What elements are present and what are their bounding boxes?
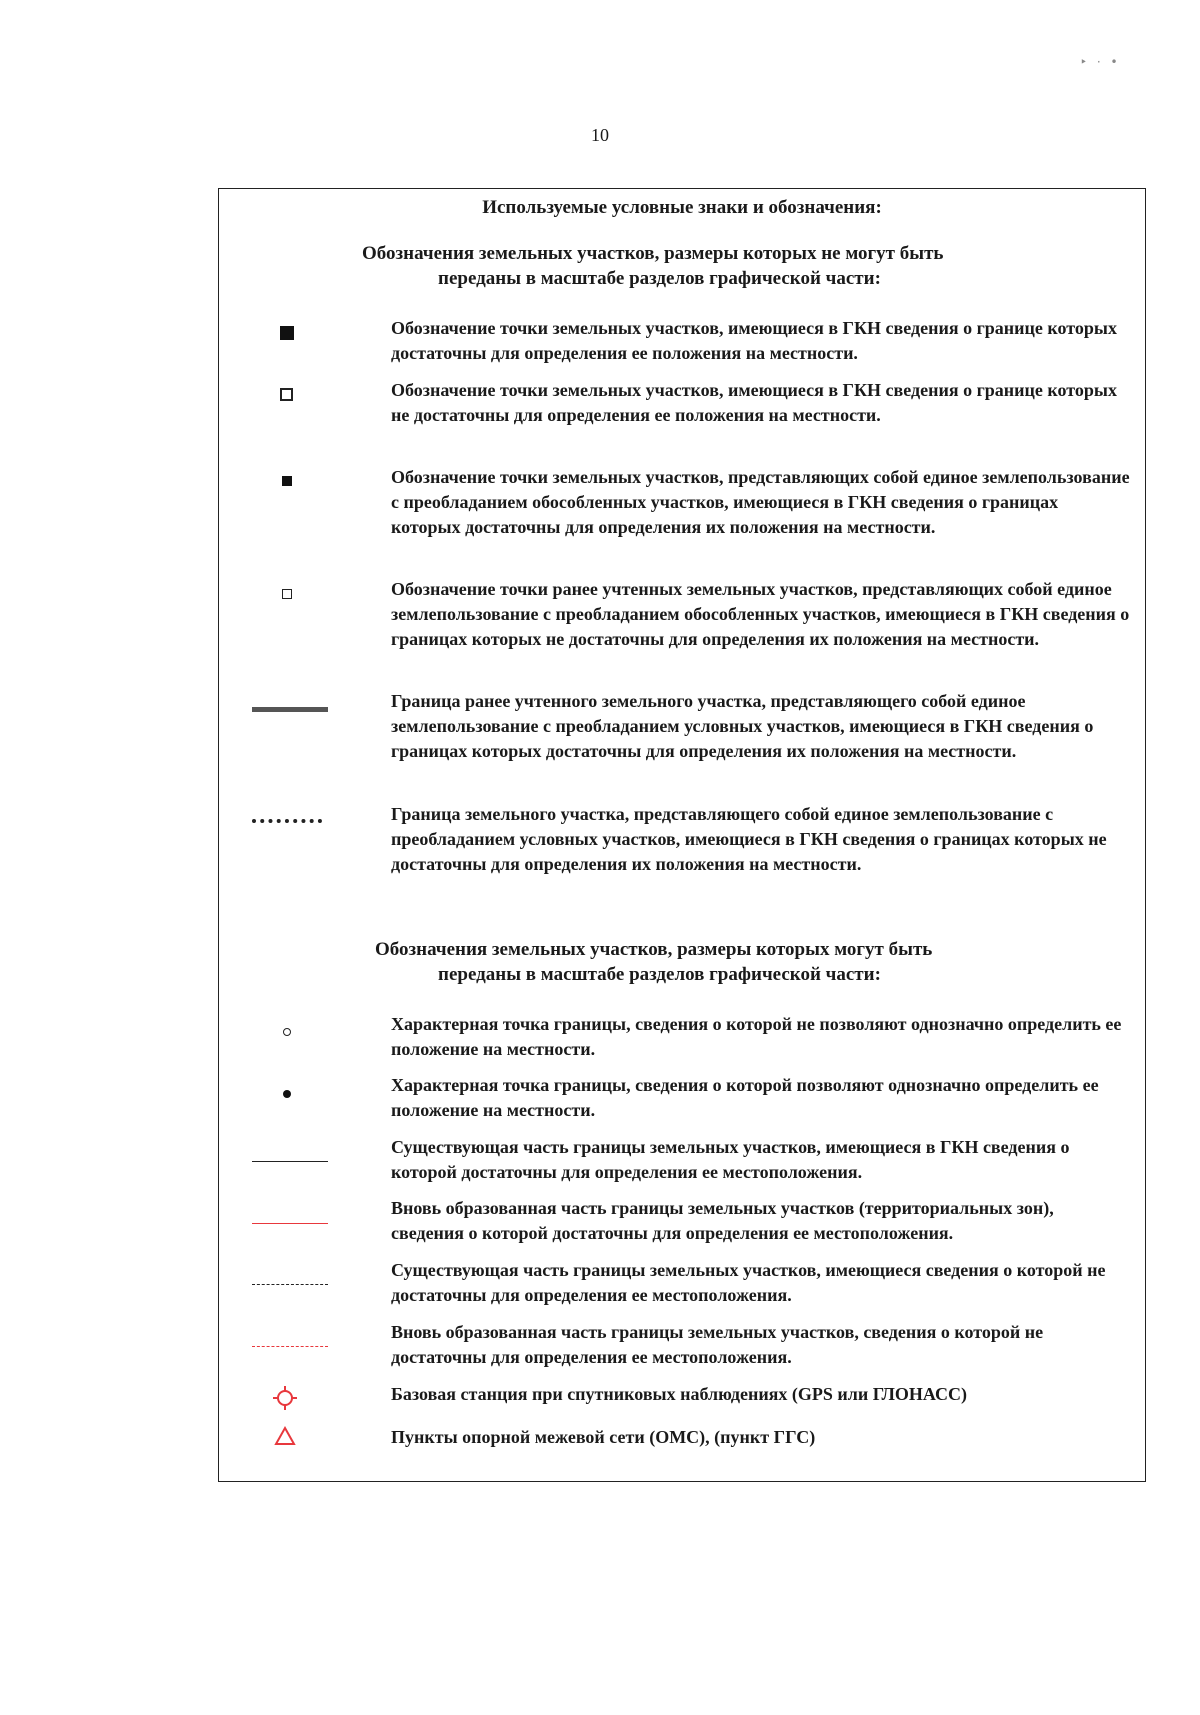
- legend-item-11: Существующая часть границы земельных участков, имеющиеся сведения о которой не достаточны для определения ее местоположения.: [391, 1260, 1106, 1305]
- legend-item-10: Вновь образованная часть границы земельных участков (территориальных зон), сведения о которой достаточны для определения ее местоположения.: [391, 1198, 1054, 1243]
- section1-heading: [362, 241, 943, 291]
- legend-item-13: Базовая станция при спутниковых наблюдениях (GPS или ГЛОНАСС): [391, 1384, 968, 1404]
- legend-title: Используемые условные знаки и обозначения:: [482, 197, 882, 218]
- section1-heading-line2: переданы в масштабе разделов графической части:: [438, 268, 881, 289]
- thin-black-line-icon: [252, 1161, 328, 1162]
- margin-marks: ‣ · •: [1080, 55, 1121, 69]
- open-square-small-icon: [282, 589, 292, 599]
- open-circle-icon: [283, 1028, 291, 1036]
- legend-item-8: Характерная точка границы, сведения о которой позволяют однозначно определить ее положение на местности.: [391, 1075, 1099, 1120]
- legend-item-4: Обозначение точки ранее учтенных земельных участков, представляющих собой единое землепользование с преобладанием обособленных участков, имеющиеся в ГКН сведения о границах которых не достаточны для определения их положения на местности.: [391, 579, 1130, 649]
- base-station-icon: [272, 1385, 298, 1411]
- section1-heading-line1: Обозначения земельных участков, размеры которых не могут быть: [362, 243, 944, 264]
- legend-item-2: Обозначение точки земельных участков, имеющиеся в ГКН сведения о границе которых не достаточны для определения ее положения на местности.: [391, 380, 1117, 425]
- legend-item-7: Характерная точка границы, сведения о которой не позволяют однозначно определить ее положение на местности.: [391, 1014, 1122, 1059]
- legend-item-14: Пункты опорной межевой сети (ОМС), (пункт ГГС): [391, 1427, 816, 1447]
- legend-item-12: Вновь образованная часть границы земельных участков, сведения о которой не достаточны для определения ее местоположения.: [391, 1322, 1044, 1367]
- legend-item-5: Граница ранее учтенного земельного участка, представляющего собой единое землепользование с преобладанием условных участков, имеющиеся в ГКН сведения о границах которых достаточны для определения их положения на местности.: [391, 691, 1094, 761]
- thick-solid-line-icon: [252, 707, 328, 712]
- legend-item-3: Обозначение точки земельных участков, представляющих собой единое землепользование с преобладанием обособленных участков, имеющиеся в ГКН сведения о границах которых достаточны для определения их положения на местности.: [391, 467, 1130, 537]
- dashed-red-line-icon: [252, 1346, 328, 1347]
- legend-item-1: Обозначение точки земельных участков, имеющиеся в ГКН сведения о границе которых достаточны для определения ее положения на местности.: [391, 318, 1117, 363]
- triangle-icon: [274, 1426, 296, 1446]
- dotted-line-icon: [252, 819, 322, 823]
- legend-box: [218, 188, 1146, 1482]
- filled-square-large-icon: [280, 326, 294, 340]
- legend-item-9: Существующая часть границы земельных участков, имеющиеся в ГКН сведения о которой достаточны для определения ее местоположения.: [391, 1137, 1070, 1182]
- thin-red-line-icon: [252, 1223, 328, 1224]
- section2-heading: [375, 937, 932, 987]
- open-square-large-icon: [280, 388, 293, 401]
- filled-circle-icon: [283, 1090, 291, 1098]
- section2-heading-line1: Обозначения земельных участков, размеры которых могут быть: [375, 939, 933, 960]
- dashed-black-line-icon: [252, 1284, 328, 1285]
- section2-heading-line2: переданы в масштабе разделов графической части:: [438, 964, 881, 985]
- page-number: 10: [591, 125, 609, 145]
- filled-square-small-icon: [282, 476, 292, 486]
- legend-item-6: Граница земельного участка, представляющего собой единое землепользование с преобладанием условных участков, имеющиеся в ГКН сведения о границах которых не достаточны для определения их положения на местности.: [391, 804, 1107, 874]
